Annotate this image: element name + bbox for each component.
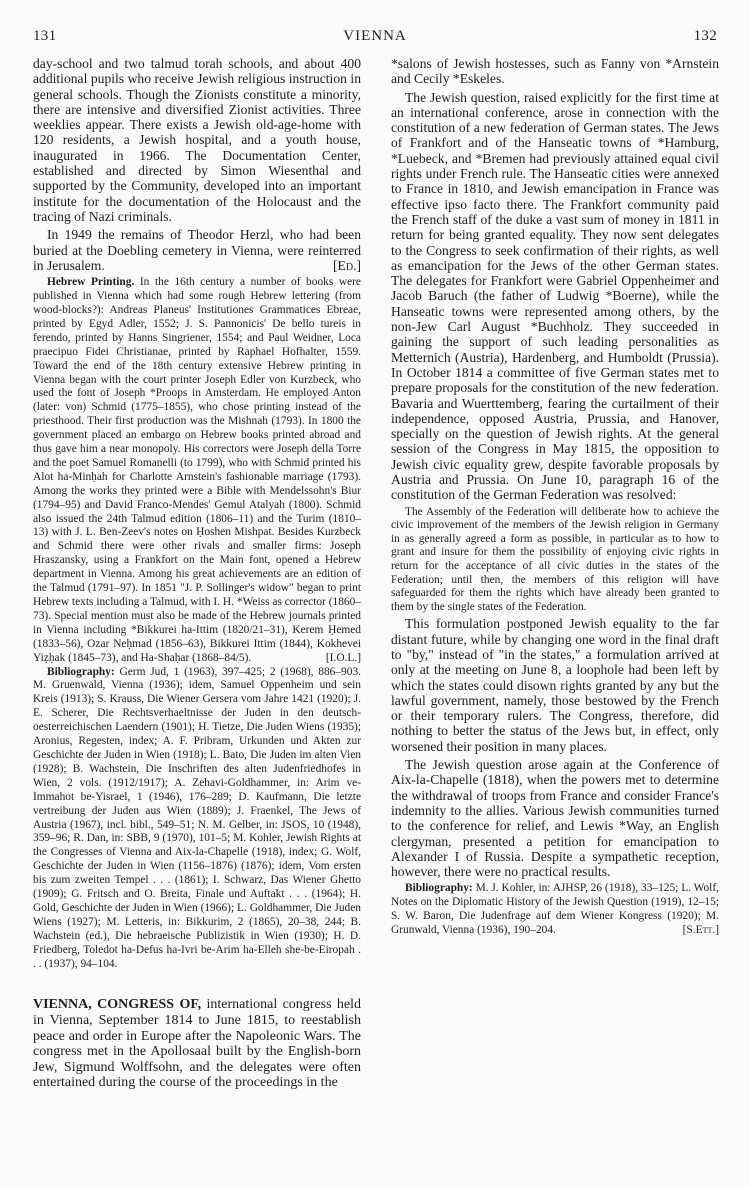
page-number-right: 132 xyxy=(693,28,717,44)
right-column xyxy=(391,56,719,938)
page-number-left: 131 xyxy=(33,28,57,44)
section-heading: Hebrew Printing. xyxy=(47,276,135,289)
author-signature: [Ed.] xyxy=(333,257,361,273)
salons-paragraph: *salons of Jewish hostesses, such as Fanny von *Arnstein and Cecily *Eskeles. xyxy=(391,56,719,87)
community-paragraph: day-school and two talmud torah schools, and about 400 additional pupils who receive Jewish religious instruction in general schools. Though the Zionists constitute a minority, there are intensive and diversified Zionist activities. Three weeklies appear. There exists a Jewish old-age-home with 120 residents, a Jewish hospital, and a youth house, inaugurated in 1966. The Documentation Center, established and directed by Simon Wiesenthal and supported by the Community, developed into an important institute for the documentation of the Holocaust and the tracing of Nazi criminals. xyxy=(33,56,361,224)
herzl-text: In 1949 the remains of Theodor Herzl, who had been buried at the Doebling cemetery in Vienna, were reinterred in Jerusalem. xyxy=(33,227,361,273)
hebrew-printing-section xyxy=(33,276,361,665)
hebrew-printing-text: In the 16th century a number of books were published in Vienna which had some rough Hebrew lettering (from wood-blocks?): Andreas Planeus' Institutiones Grammatices Ebreae, printed by Egyd Adler, 1552; J. S. Pannonicis' De bello tureis in ferendo, printed by Hanns Singriener, 1554; and Paul Weidner, Loca praecipuo Fidei Christianae, printed by Raphael Hofhalter, 1559. Toward the end of the 18th century extensive Hebrew printing in Vienna began with the court printer Joseph Edler von Kurzbeck, who used the font of Joseph *Proops in Amsterdam. He employed Anton (later: von) Schmid (1775–1855), who chose printing instead of the priesthood. Their first production was the Mishnah (1793). In 1800 the government placed an embargo on Hebrew books printed abroad and thus gave him a near monopoly. His correctors were Joseph della Torre and the poet Samuel Romanelli (to 1799), who with Schmid printed his Alot ha-Minḥah for Charlotte Arnstein's fashionable marriage (1793). Among the works they printed were a Bible with Mendelssohn's Biur (1794–95) and David Franco-Mendes' Gemul Atalyah (1800). Schmid also issued the 24th Talmud edition (1806–11) and the Turim (1810–13) with J. L. Ben-Zeev's notes on Ḥoshen Mishpat. Besides Kurzbeck and Schmid there were other rivals and smaller firms: Joseph Hraszansky, using a Frankfort on the Main font, opened a Hebrew department in Vienna. Among his great achievements are an edition of the Talmud (1791–97). In 1851 "J. P. Sollinger's widow" began to print Hebrew texts including a Talmud, with I. H. *Weiss as corrector (1860–73). Special mention must also be made of the Hebrew journals printed in Vienna including *Bikkurei ha-Ittim (1820/21–31), Kerem Ḥemed (1833–56), Ozar Neḥmad (1856–63), Bikkurei Ittim (1844), Kokhevei Yiẓḥak (1845–73), and Ha-Shaḥar (1868–84/5). xyxy=(33,276,361,664)
author-signature: [S.Ett.] xyxy=(682,924,719,937)
running-title: VIENNA xyxy=(343,28,407,44)
entry-heading: VIENNA, CONGRESS OF, xyxy=(33,997,202,1013)
bibliography-section xyxy=(33,666,361,972)
aix-la-chapelle-paragraph: The Jewish question arose again at the Conference of Aix-la-Chapelle (1818), when the powers met to determine the withdrawal of troops from France and consider France's indemnity to the allies. Various Jewish communities turned to the conference for relief, and Lewis *Way, an English clergyman, presented a petition for emancipation to Alexander I of Russia. Despite a sympathetic reception, however, there were no practical results. xyxy=(391,757,719,880)
congress-entry xyxy=(33,997,361,1091)
jewish-question-paragraph: The Jewish question, raised explicitly for the first time at an international conference, arose in connection with the constitution of a new federation of German states. The Jews of Frankfort and of the Hanseatic towns of *Hamburg, *Luebeck, and *Bremen had previously attained equal civil rights under French rule. The Hanseatic cities were annexed to France in 1810, and Jewish emancipation in France was effective ipso facto there. The Frankfort community paid the French staff of the duke a vast sum of money in 1811 in return for being granted equality. They now sent delegates to the Congress to seek confirmation of their rights, as well as emancipation for the Jews of the other German states. The delegates for Frankfort were Gabriel Oppenheimer and Jacob Baruch (the father of Ludwig *Boerne), while the Hanseatic towns were represented among others, by the non-Jew Carl August *Buchholz. They succeeded in gaining the support of such leading personalities as Metternich (Austria), Hardenberg, and Humboldt (Prussia). In October 1814 a committee of five German states met to prepare proposals for the constitution of the new federation. Bavaria and Wuerttemberg, fearing the curtailment of their independence, opposed Austria, Prussia, and Hanover, specially on the question of Jewish rights. At the general session of the Congress in May 1815, the opposition to Jewish civic equality grew, despite favorable proposals by Austria and Prussia. On June 10, paragraph 16 of the constitution of the German Federation was resolved: xyxy=(391,89,719,503)
page-header xyxy=(33,24,717,46)
bibliography-heading: Bibliography: xyxy=(47,665,115,678)
federation-quote: The Assembly of the Federation will deliberate how to achieve the civic improvement of the members of the Jewish religion in Germany in as generally agreed a form as possible, in particular as to how to grant and insure for them the possibility of enjoying civic rights in return for the acceptance of all civic duties in the states of the Federation; until then, the members of this religion will have safeguarded for them the rights which have already been granted to them by the single states of the Federation. xyxy=(391,505,719,613)
bibliography-heading: Bibliography: xyxy=(405,882,473,895)
herzl-paragraph xyxy=(33,227,361,273)
bibliography-text: Germ Jud, 1 (1963), 397–425; 2 (1968), 886–903. M. Gruenwald, Vienna (1936); idem, Samuel Oppenheim und sein Kreis (1913); S. Krauss, Die Wiener Gersera vom Jahre 1421 (1920); J. E. Scherer, Die Rechtsverhaeltnisse der Juden in den deutsch-oesterreichischen Laendern (1901); H. Tietze, Die Juden Wiens (1935); Aronius, Regesten, index; A. F. Pribram, Urkunden und Akten zur Geschichte der Juden in Wien (1918); L. Bato, Die Juden im alten Vien (1928); B. Wachstein, Die Inschriften des alten Judenfriedhofes in Wien, 2 vols. (1912/1917); A. Zehavi-Goldhammer, in: Arim ve-Immahot be-Yisrael, 1 (1946), 176–289; D. Kaufmann, Die letzte vertreibung der Juden aus Wien (1889); J. Fraenkel, The Jews of Austria (1967), incl. bibl., 549–51; N. M. Gelber, in: JSOS, 10 (1948), 359–96; R. Dan, in: SBB, 9 (1970), 101–5; M. Kohler, Jewish Rights at the Congresses of Vienna and Aix-la-Chapelle (1918), index; G. Wolf, Geschichte der Juden in Wien (1156–1876) (1876); idem, Vom ersten bis zum zweiten Tempel . . . (1861); I. Schwarz, Das Wiener Ghetto (1909); G. Fritsch and O. Breita, Finale und Auftakt . . . (1964); H. Gold, Geschichte der Juden in Wien (1966); L. Goldhammer, Die Juden Wiens (1927); M. Letteris, in: Bikkurim, 2 (1865), 20–38, 244; B. Wachstein (ed.), Die hebraeische Publizistik in Wien (1930); H. D. Friedberg, Toledot ha-Defus ha-Ivri be-Arim ha-Elleh she-be-Eiropah . . . (1937), 94–104. xyxy=(33,665,361,970)
bibliography-text: M. J. Kohler, in: AJHSP, 26 (1918), 33–125; L. Wolf, Notes on the Diplomatic History of the Jewish Question (1919), 12–15; S. W. Baron, Die Judenfrage auf dem Wiener Kongress (1920); M. Grunwald, Vienna (1936), 190–204. xyxy=(391,882,719,937)
entry-text: international congress held in Vienna, September 1814 to June 1815, to reestablish peace and order in Europe after the Napoleonic Wars. The congress met in the Apollosaal built by the English-born Jew, Sigmund Wolffsohn, and the delegates were often entertained during the course of the proceedings in the xyxy=(33,997,362,1091)
author-signature: [I.O.L.] xyxy=(325,651,361,664)
bibliography-section xyxy=(391,882,719,938)
left-column xyxy=(33,56,361,1091)
formulation-paragraph: This formulation postponed Jewish equality to the far distant future, while by changing one word in the final draft to "by," instead of "in the states," a formulation arrived at only at the meeting on June 8, a loophole had been left by which the states could disown rights granted by any but the lawful government, namely, those bestowed by the French or their temporary rulers. The Congress, therefore, did nothing to better the status of the Jews but, in effect, only worsened their position in many places. xyxy=(391,616,719,754)
